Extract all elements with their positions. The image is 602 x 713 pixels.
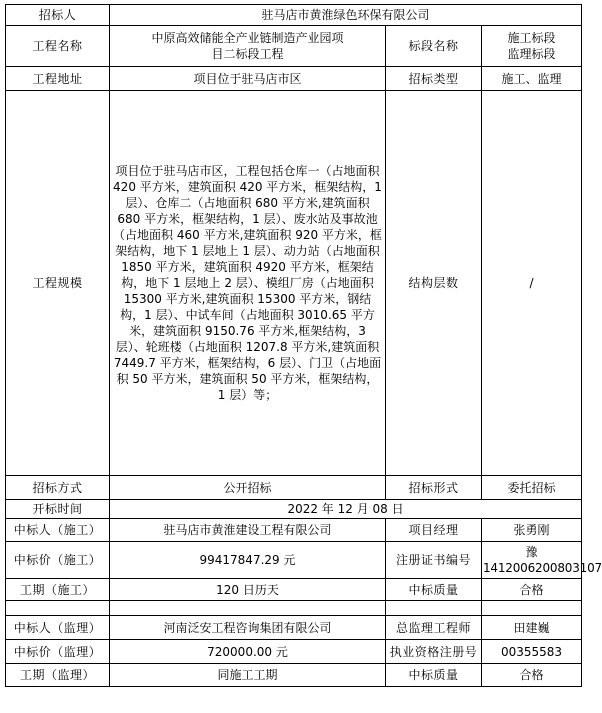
location-value: 项目位于驻马店市区 [110,67,386,91]
method-label: 招标方式 [6,476,110,500]
row-spacer [6,601,582,616]
supervision-period-value: 同施工工期 [110,664,386,687]
construction-winner-label: 中标人（施工） [6,519,110,542]
opening-label: 开标时间 [6,500,110,519]
supervision-quality-label: 中标质量 [386,664,482,687]
project-name-value: 中原高效储能全产业链制造产业园项目二标段工程 [110,26,386,67]
section-name-value: 施工标段监理标段 [482,26,582,67]
form-value: 委托招标 [482,476,582,500]
row-construction-winner [6,519,582,542]
spacer-cell [482,601,582,616]
construction-quality-label: 中标质量 [386,579,482,601]
spacer-cell [386,601,482,616]
supervision-price-value: 720000.00 元 [110,640,386,664]
supervision-winner-label: 中标人（监理） [6,616,110,640]
form-label: 招标形式 [386,476,482,500]
chief-supervisor-label: 总监理工程师 [386,616,482,640]
project-manager-value: 张勇刚 [482,519,582,542]
supervision-period-label: 工期（监理） [6,664,110,687]
supervision-quality-value: 合格 [482,664,582,687]
construction-quality-value: 合格 [482,579,582,601]
location-label: 工程地址 [6,67,110,91]
row-project-name [6,26,582,67]
structure-value: / [482,91,582,476]
project-manager-label: 项目经理 [386,519,482,542]
construction-price-value: 99417847.29 元 [110,542,386,579]
method-value: 公开招标 [110,476,386,500]
cert-number-digits: 1412006200803107 [483,561,602,575]
row-location [6,67,582,91]
registration-number-label: 执业资格注册号 [386,640,482,664]
registration-number-value: 00355583 [482,640,582,664]
opening-value: 2022 年 12 月 08 日 [110,500,582,519]
construction-period-value: 120 日历天 [110,579,386,601]
scale-description: 项目位于驻马店市区，工程包括仓库一（占地面积 420 平方米，建筑面积 420 平方米，框架结构，1 层）、仓库二（占地面积 680 平方米,建筑面积 680 平方米，框架结构，1 层）、废水站及事故池（占地面积 460 平方米,建筑面积 920 平方米，框架结构，地下 1 层地上 1 层）、动力站（占地面积 1850 平方米，建筑面积 4920 平方米，框架结构，地下 1 层地上 2 层）、模组厂房（占地面积 15300 平方米,建筑面积 15300 平方米，钢结构，1 层）、中试车间（占地面积 3010.65 平方米，建筑面积 9150.76 平方米,框架结构，3 层）、轮班楼（占地面积 1207.8 平方米,建筑面积 7449.7 平方米，框架结构，6 层）、门卫（占地面积 50 平方米，建筑面积 50 平方米，框架结构，1 层）等； [110,91,386,476]
bid-type-value: 施工、监理 [482,67,582,91]
tenderer-label: 招标人 [6,5,110,26]
construction-period-label: 工期（施工） [6,579,110,601]
bid-award-table [5,4,602,687]
construction-winner-value: 驻马店市黄淮建设工程有限公司 [110,519,386,542]
row-construction-period [6,579,582,601]
section-name-label: 标段名称 [386,26,482,67]
row-opening [6,500,582,519]
construction-price-label: 中标价（施工） [6,542,110,579]
row-method [6,476,582,500]
row-construction-price [6,542,582,579]
row-supervision-period [6,664,582,687]
cert-number-value [482,542,602,579]
spacer-cell [6,601,110,616]
cert-number-prefix: 豫 [525,545,538,559]
cert-number-label: 注册证书编号 [386,542,482,579]
scale-label: 工程规模 [6,91,110,476]
spacer-cell [110,601,386,616]
supervision-price-label: 中标价（监理） [6,640,110,664]
chief-supervisor-value: 田建巍 [482,616,582,640]
row-supervision-price [6,640,582,664]
project-name-label: 工程名称 [6,26,110,67]
supervision-winner-value: 河南泛安工程咨询集团有限公司 [110,616,386,640]
structure-label: 结构层数 [386,91,482,476]
row-scale [6,91,582,476]
row-supervision-winner [6,616,582,640]
tenderer-value: 驻马店市黄淮绿色环保有限公司 [110,5,582,26]
bid-type-label: 招标类型 [386,67,482,91]
row-tenderer [6,5,582,26]
